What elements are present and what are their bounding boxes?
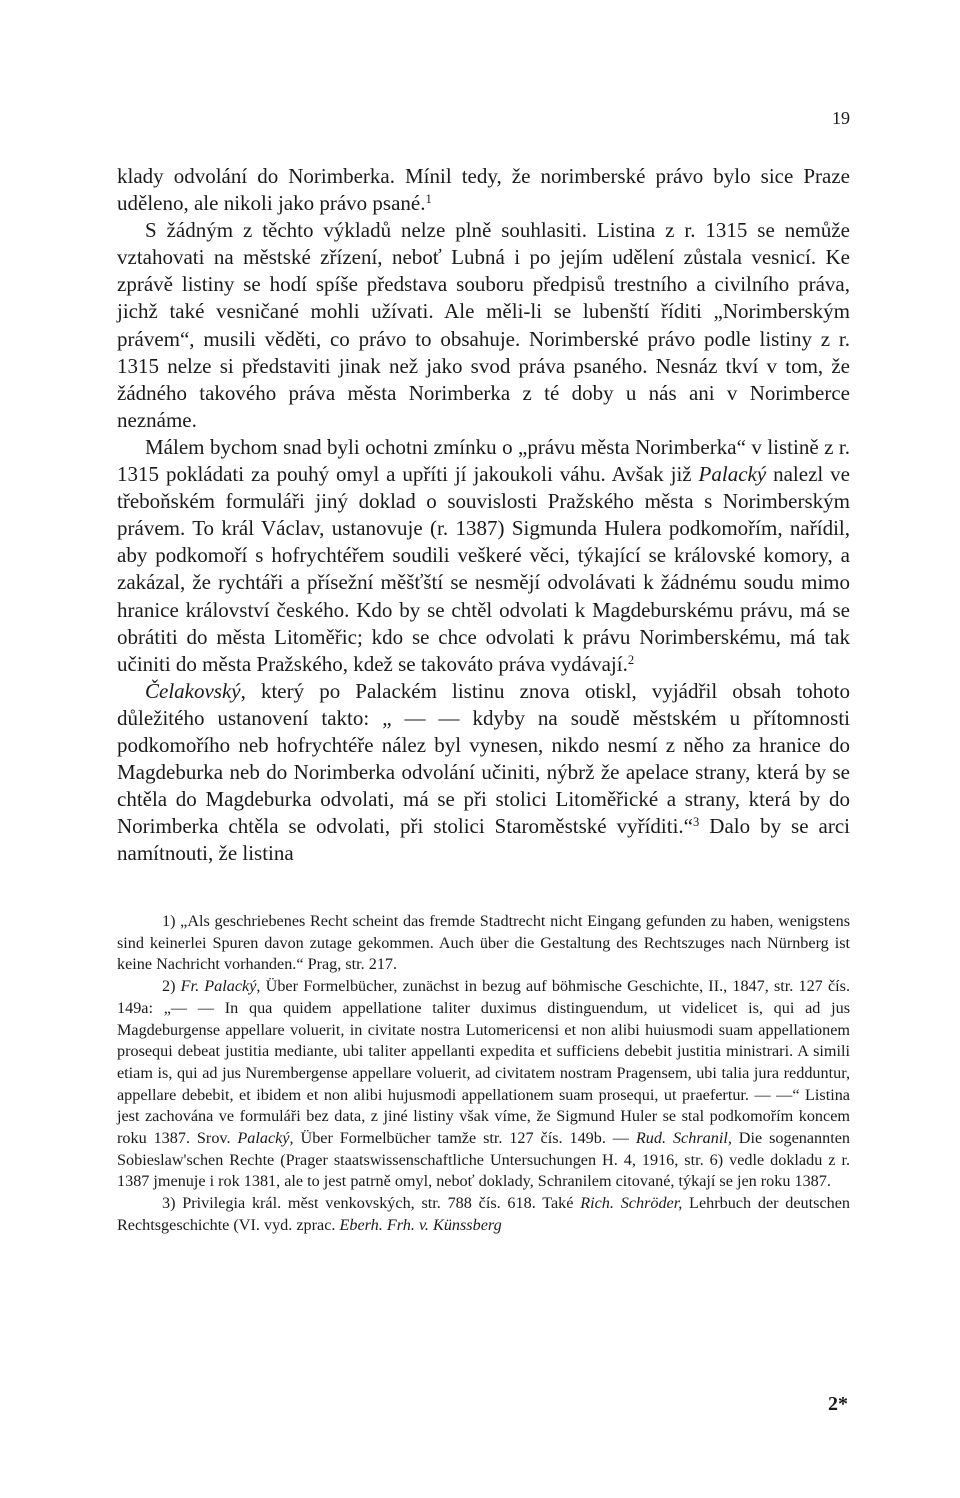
paragraph-text: , který po Palackém listinu znova otiskl, vyjádřil obsah tohoto důležitého ustanovení takto: „ — — kdyby na soudě městském u přítomnosti podkomořího neb hofrychtéře nález byl vynesen, nikdo nesmí z něho za hranice do Magdeburka neb do Norimberka odvolání učiniti, nýbrž že apelace strany, která by se chtěla do Magdeburka odvolati, má se při stolici Litoměřické a strany, která by do Norimberka chtěla se odvolati, při stolici Staroměstské vyříditi.“	[117, 678, 850, 839]
signature-mark: 2*	[828, 1393, 848, 1415]
citation-author: Rud. Schranil,	[635, 1129, 732, 1148]
footnote-marker: 1)	[162, 912, 176, 930]
paragraph-2: S žádným z těchto výkladů nelze plně souhlasiti. Listina z r. 1315 se nemůže vztahovati na městské zřízení, neboť Lubná i po jejím udělení zůstala vesnicí. Ke zprávě listiny se hodí spíše představa souboru předpisů trestního a civilního práva, jichž také vesničané mohli užívati. Ale měli-li se lubenští říditi „Norimberským právem“, musili věděti, co právo to obsahuje. Norimberské právo podle listiny z r. 1315 nelze si představiti jinak než jako svod práva psaného. Nesnáz tkví v tom, že žádného takového práva města Norimberka z té doby u nás ani v Norimberce neznáme.	[117, 218, 850, 432]
footnote-ref-1: 1	[425, 192, 432, 207]
paragraph-3	[117, 434, 850, 678]
footnote-2	[117, 976, 850, 1193]
footnote-text: Lehrbuch der deutschen Rechtsgeschichte (VI. vyd. zprac.	[117, 1194, 851, 1234]
footnote-text: Die sogenannten Sobieslaw'schen Rechte (Prager staatswissenschaftliche Untersuchungen H. 4, 1916, str. 6) vedle dokladu z r. 1387 jmenuje i rok 1381, ale to jest patrně omyl, neboť doklady, Schranilem citované, týkají se jen roku 1387.	[117, 1129, 850, 1191]
citation-author: Eberh. Frh. v. Künssberg	[339, 1215, 502, 1234]
main-text	[117, 163, 850, 867]
footnote-marker: 3)	[162, 1194, 176, 1213]
citation-author: Palacký,	[237, 1129, 294, 1148]
paragraph-text: nalezl ve třeboňském formuláři jiný doklad o souvislosti Pražského města s Norimberským právem. To král Václav, ustanovuje (r. 1387) Sigmunda Hulera podkomořím, nařídil, aby podkomoří s hofrychtéřem soudili veškeré věci, týkající se královské komory, a zakázal, že rychtáři a přísežní měšťští se nesmějí odvolávati k žádnému soudu mimo hranice království českého. Kdo by se chtěl odvolati k Magdeburskému právu, má se obrátiti do města Litoměřic; kdo se chce odvolati k právu Norimberskému, má tak učiniti do města Pražského, kdež se takováto práva vydávají.	[117, 462, 851, 676]
footnote-text: „Als geschriebenes Recht scheint das fremde Stadtrecht nicht Eingang gefunden zu haben, wenigstens sind keinerlei Spuren davon zutage gekommen. Auch über die Gestaltung des Rechtszuges nach Nürnberg ist keine Nachricht vorhanden.“ Prag, str. 217.	[117, 912, 850, 974]
footnotes	[117, 911, 850, 1237]
paragraph-text: klady odvolání do Norimberka. Mínil tedy, že norimberské právo bylo sice Praze uděleno, ale nikoli jako právo psané.	[117, 164, 850, 216]
paragraph-1	[117, 163, 850, 217]
paragraph-text: Dalo by se arci namítnouti, že listina	[117, 814, 850, 866]
footnote-3	[117, 1193, 850, 1236]
paragraph-4	[117, 678, 850, 868]
footnote-text: Über Formelbücher, zunächst in bezug auf böhmische Geschichte, II., 1847, str. 127 čís. 149a: „— — In qua quidem appellatione taliter duximus distinguendum, ut videlicet is, qui ad jus Magdeburgense appellare voluerit, in civitate nostra Lutomericensi et non alibi huiusmodi suam appellationem prosequi debeat justitia mediante, ubi taliter appellanti expedita et sufficiens debebit justitia ministrari. A simili etiam is, qui ad jus Nurembergense appellare voluerit, ad civitatem nostram Pragensem, ubi talia jura redduntur, appellare debebit, et ibidem et non alibi hujusmodi appellationem suam prosequi, ut praefertur. — —“ Listina jest zachována ve formuláři bez data, z jiné listiny však víme, že Sigmund Huler se stal podkomořím koncem roku 1387. Srov.	[117, 977, 850, 1148]
footnote-text: Über Formelbücher tamže str. 127 čís. 149b. —	[293, 1129, 636, 1148]
footnote-ref-3: 3	[693, 815, 700, 830]
author-name-celakovsky: Čelakovský	[145, 678, 241, 703]
citation-author: Rich. Schröder,	[580, 1194, 683, 1213]
author-name-palacky: Palacký	[698, 462, 767, 487]
footnote-ref-2: 2	[627, 652, 635, 667]
paragraph-text: Málem bychom snad byli ochotni zmínku o „právu města Norimberka“ v listině z r. 1315 pokládati za pouhý omyl a upříti jí jakoukoli váhu. Avšak již	[117, 434, 850, 487]
footnote-1	[117, 911, 850, 976]
page-number: 19	[832, 108, 850, 128]
footnote-marker: 2)	[162, 977, 176, 996]
footnote-text: Privilegia král. měst venkovských, str. 788 čís. 618. Také	[175, 1194, 581, 1213]
citation-author: Fr. Palacký,	[180, 977, 261, 996]
